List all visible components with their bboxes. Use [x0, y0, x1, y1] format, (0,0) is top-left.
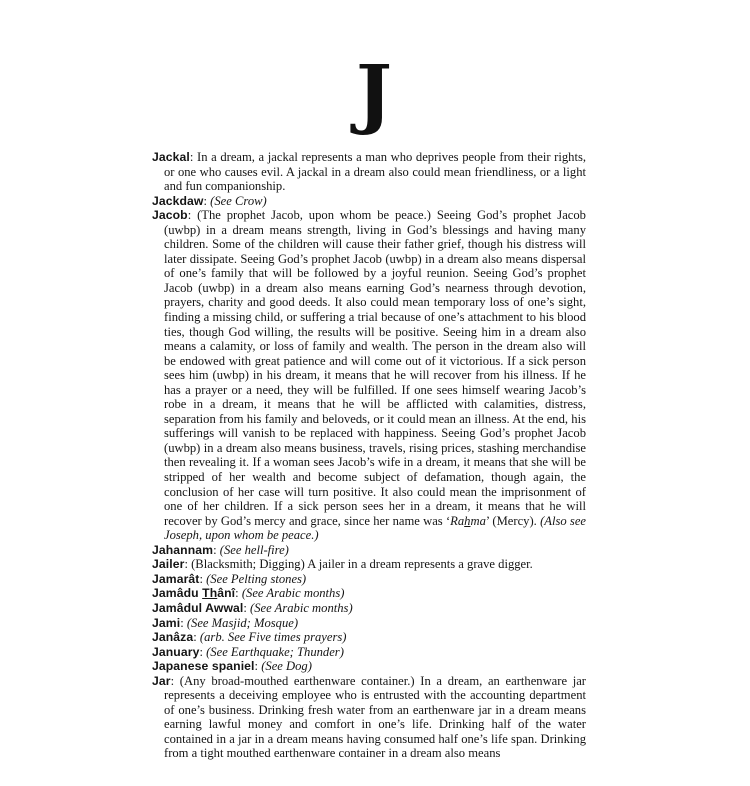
headword: Japanese spaniel [152, 659, 255, 674]
headword [152, 586, 235, 600]
separator: : [184, 557, 192, 572]
definition-continued: ’ (Mercy). [485, 513, 541, 528]
entry-jailer [152, 557, 586, 572]
entry-janaza [152, 630, 586, 645]
arabic-term-part: ma [470, 513, 486, 528]
arabic-term [450, 514, 486, 528]
entry-jamarat [152, 572, 586, 587]
separator: : [180, 615, 187, 630]
headword: Jamarât [152, 571, 200, 586]
headword: Jailer [152, 557, 185, 572]
entry-japanese-spaniel [152, 659, 586, 674]
cross-reference: (See Masjid; Mosque) [186, 615, 299, 630]
headword: Jami [152, 615, 181, 630]
headword-part: ânî [217, 586, 236, 601]
separator: : [170, 673, 180, 688]
definition: (Blacksmith; Digging) A jailer in a dream represents a grave digger. [191, 557, 533, 572]
cross-reference: (See Arabic months) [250, 600, 353, 615]
separator: : [203, 193, 211, 208]
cross-reference: (See Pelting stones) [206, 571, 307, 586]
cross-reference: (See Dog) [261, 659, 312, 674]
cross-reference: (Also see Joseph, upon whom be peace.) [164, 513, 587, 543]
entry-january [152, 645, 586, 660]
entry-jackal [152, 150, 586, 194]
separator: : [235, 586, 242, 601]
cross-reference: (arb. See Five times prayers) [199, 630, 347, 645]
headword-part: Jamâdu [152, 586, 203, 601]
separator: : [243, 600, 251, 615]
headword: Jahannam [152, 542, 214, 557]
definition: (Any broad-mouthed earthenware container.) In a dream, an earthenware jar represents a deceiving employee who is entrusted with the accounting department of one’s business. Drinking fresh water from an earthenware jar in a dream means earning lawful money and comfort in one’s life. Drinking half of the water contained in a jar in a dream means having consumed half one’s life span. Drinking from a tight mouthed earthenware container in a dream also means [164, 673, 586, 761]
entry-jamadu-thani [152, 586, 586, 601]
separator: : [187, 208, 198, 223]
cross-reference: (See hell-fire) [219, 542, 289, 557]
cross-reference: (See Crow) [210, 193, 267, 208]
headword: January [152, 644, 200, 659]
definition: (The prophet Jacob, upon whom be peace.) Seeing God’s prophet Jacob (uwbp) in a dream means strength, living in God’s blessings and having many children. Some of the children will cause their father grief, though his distress will later dissipate. Seeing God’s prophet Jacob (uwbp) in a dream also means dispersal of one’s family that will be followed by a joyful reunion. Seeing God’s prophet Jacob (uwbp) in a dream also means earning God’s nearness through devotion, prayers, charity and good deeds. It also could mean temporary loss of one’s sight, finding a missing child, or suffering a trial because of one’s attachment to his blood ties, though God willing, the results will be positive. Seeing him in a dream also means a calamity, or loss of family and wealth. The person in the dream also will be endowed with great patience and will come out of it victorious. If a sick person sees him (uwbp) in his dream, it means that he will recover from his illness. If he has a prayer or a need, they will be fulfilled. If one sees himself wearing Jacob’s robe in a dream, it means that he will be afflicted with calamities, distress, separation from his family and beloveds, or it could mean an illness. At the end, his sufferings will vanish to be replaced with happiness. Seeing God’s prophet Jacob (uwbp) in a dream also means business, travels, rising prices, stashing merchandise then revealing it. If a woman sees Jacob’s wife in a dream, it means that she will be stripped of her wealth and become subject of defamation, though again, the conclusion of her case will turn positive. It also could mean the imprisonment of one of her children. If a sick person sees her in a dream, it means that he will recover by God’s mercy and grace, since her name was ‘ [164, 208, 586, 528]
arabic-term-part: Ra [450, 513, 465, 528]
separator: : [189, 150, 198, 164]
separator: : [193, 630, 200, 645]
definition: In a dream, a jackal represents a man who deprives people from their rights, or one who causes evil. A jackal in a dream also could mean friendliness, or a light and fun companionship. [164, 150, 586, 194]
cross-reference: (See Earthquake; Thunder) [206, 644, 344, 659]
arabic-term-underlined: h [464, 513, 471, 528]
headword: Jacob [152, 208, 188, 223]
headword: Janâza [152, 630, 194, 645]
cross-reference: (See Arabic months) [241, 586, 345, 601]
separator: : [213, 542, 220, 557]
headword: Jar [152, 673, 171, 688]
section-letter-heading: J [356, 48, 392, 137]
separator: : [199, 644, 207, 659]
entry-jamadul-awwal [152, 601, 586, 616]
headword: Jackal [152, 150, 190, 164]
entry-jahannam [152, 543, 586, 558]
separator: : [199, 571, 207, 586]
headword-underlined: Th [202, 586, 218, 601]
separator: : [254, 659, 262, 674]
headword: Jamâdul Awwal [152, 600, 244, 615]
headword: Jackdaw [152, 193, 204, 208]
entries-list [152, 150, 586, 761]
entry-jacob [152, 208, 586, 543]
entry-jami [152, 616, 586, 631]
entry-jackdaw [152, 194, 586, 209]
entry-jar [152, 674, 586, 761]
